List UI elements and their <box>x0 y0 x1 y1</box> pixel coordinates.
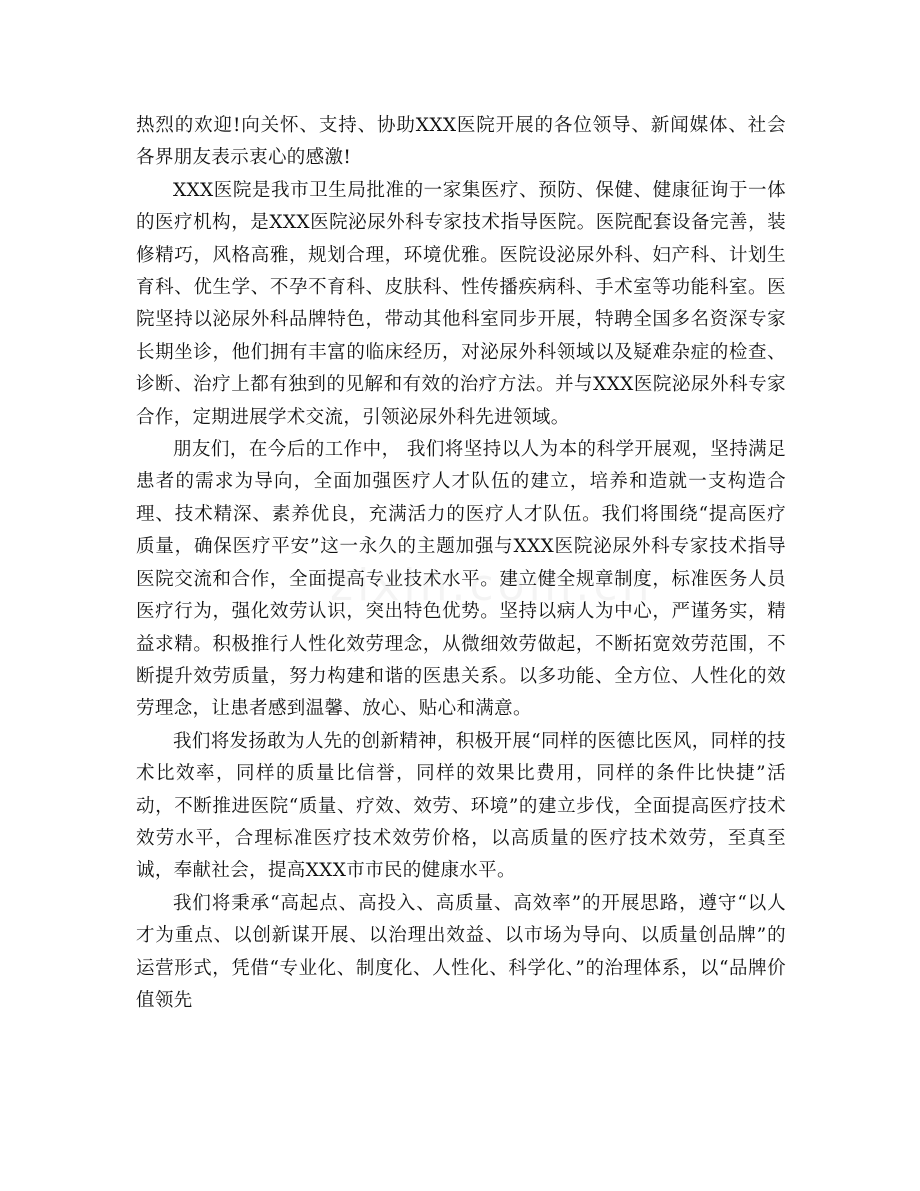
paragraph-1: 热烈的欢迎!向关怀、支持、协助XXX医院开展的各位领导、新闻媒体、社会各界朋友表示衷心的感激! <box>136 115 786 169</box>
paragraph-2: XXX医院是我市卫生局批准的一家集医疗、预防、保健、健康征询于一体的医疗机构，是XXX医院泌尿外科专家技术指导医院。医院配套设备完善，装修精巧，风格高雅，规划合理，环境优雅。医院设泌尿外科、妇产科、计划生育科、优生学、不孕不育科、皮肤科、性传播疾病科、手术室等功能科室。医院坚持以泌尿外科品牌特色，带动其他科室同步开展，特聘全国多名资深专家长期坐诊，他们拥有丰富的临床经历，对泌尿外科领域以及疑难杂症的检查、诊断、治疗上都有独到的见解和有效的治疗方法。并与XXX医院泌尿外科专家合作，定期进展学术交流，引领泌尿外科先进领域。 <box>136 179 786 428</box>
paragraph-4: 我们将发扬敢为人先的创新精神，积极开展“同样的医德比医风，同样的技术比效率，同样的质量比信誉，同样的效果比费用，同样的条件比快捷”活动，不断推进医院“质量、疗效、效劳、环境”的建立步伐，全面提高医疗技术效劳水平，合理标准医疗技术效劳价格，以高质量的医疗技术效劳，至真至诚，奉献社会，提高XXX市市民的健康水平。 <box>136 730 787 882</box>
paragraph-3: 朋友们，在今后的工作中， 我们将坚持以人为本的科学开展观，坚持满足患者的需求为导向，全面加强医疗人才队伍的建立，培养和造就一支构造合理、技术精深、素养优良，充满活力的医疗人才队伍。我们将围绕“提高医疗质量，确保医疗平安”这一永久的主题加强与XXX医院泌尿外科专家技术指导医院交流和合作，全面提高专业技术水平。建立健全规章制度，标准医务人员医疗行为，强化效劳认识，突出特色优势。坚持以病人为中心，严谨务实，精益求精。积极推行人性化效劳理念，从微细效劳做起，不断拓宽效劳范围，不断提升效劳质量，努力构建和谐的医患关系。以多功能、全方位、人性化的效劳理念，让患者感到温馨、放心、贴心和满意。 <box>136 439 786 720</box>
paragraph-5: 我们将秉承“高起点、高投入、高质量、高效率”的开展思路，遵守“以人才为重点、以创新谋开展、以治理出效益、以市场为导向、以质量创品牌”的运营形式，凭借“专业化、制度化、人性化、科学化、”的治理体系，以“品牌价值领先 <box>136 892 786 1011</box>
document-body <box>136 110 786 1017</box>
